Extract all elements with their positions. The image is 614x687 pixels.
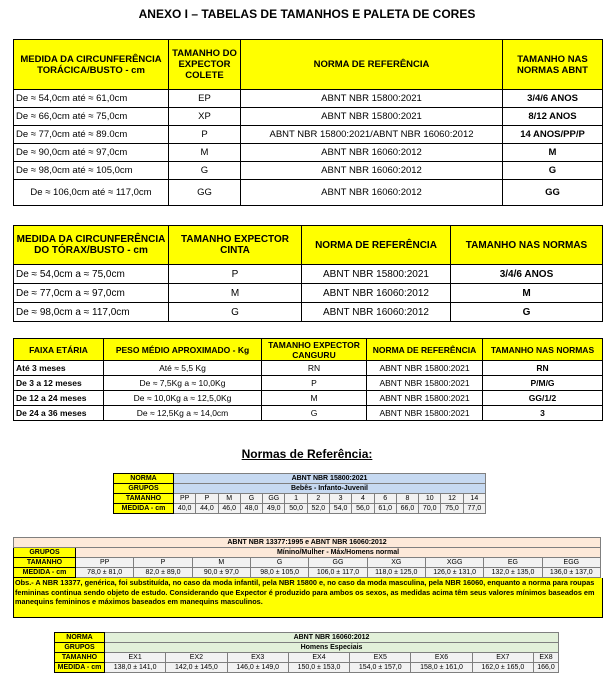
cell-norm: ABNT NBR 15800:2021 — [367, 376, 483, 391]
cell-weight: De ≈ 12,5Kg a ≈ 14,0cm — [104, 406, 262, 421]
cell-size: P — [262, 376, 367, 391]
ref-value-cell: 50,0 — [285, 504, 307, 514]
ref-size-cell: 12 — [441, 494, 463, 504]
ref-grupos-label: GRUPOS — [114, 484, 174, 494]
ref-tamanho-label: TAMANHO — [55, 653, 105, 663]
header-size: TAMANHO EXPECTOR CINTA — [169, 226, 302, 265]
cell-norm-size: 3 — [483, 406, 603, 421]
ref-medida-label: MEDIDA - cm — [14, 568, 76, 578]
ref-grupos-row — [55, 643, 559, 653]
ref-tamanho-label: TAMANHO — [114, 494, 174, 504]
ref-value-cell: 52,0 — [307, 504, 329, 514]
ref-value-cell: 66,0 — [396, 504, 418, 514]
ref-size-cell: EX7 — [472, 653, 533, 663]
cell-norm: ABNT NBR 15800:2021 — [367, 361, 483, 376]
ref-tamanho-row — [14, 558, 601, 568]
ref-medida-row — [55, 663, 559, 673]
ref-size-cell: P — [134, 558, 192, 568]
cell-size: EP — [169, 90, 241, 108]
cell-norm-size: 3/4/6 ANOS — [451, 265, 603, 284]
cell-norm-size: GG/1/2 — [483, 391, 603, 406]
cell-norm-size: M — [503, 144, 603, 162]
table-row — [14, 265, 603, 284]
ref-norma-label: NORMA — [55, 633, 105, 643]
table-row — [14, 162, 603, 180]
cell-size: P — [169, 126, 241, 144]
ref-size-cell: EX6 — [411, 653, 472, 663]
cell-weight: Até ≈ 5,5 Kg — [104, 361, 262, 376]
cell-measure: De ≈ 77,0cm até ≈ 89.0cm — [14, 126, 169, 144]
cell-norm: ABNT NBR 15800:2021 — [367, 406, 483, 421]
cell-size: M — [169, 144, 241, 162]
ref-tamanho-label: TAMANHO — [14, 558, 76, 568]
ref-size-cell: EG — [484, 558, 542, 568]
ref-grupos-value: Homens Especiais — [105, 643, 559, 653]
ref-norma-value: ABNT NBR 16060:2012 — [105, 633, 559, 643]
ref-medida-label: MEDIDA - cm — [55, 663, 105, 673]
cell-norm-size: GG — [503, 180, 603, 206]
ref-value-cell: 46,0 — [218, 504, 240, 514]
table-header-row — [14, 40, 603, 90]
cell-norm-size: G — [503, 162, 603, 180]
table-row — [14, 391, 603, 406]
ref-value-cell: 136,0 ± 137,0 — [542, 568, 600, 578]
header-norm: NORMA DE REFERÊNCIA — [302, 226, 451, 265]
cell-norm: ABNT NBR 16060:2012 — [241, 180, 503, 206]
ref-norma-row — [55, 633, 559, 643]
ref-value-cell: 70,0 — [419, 504, 441, 514]
table-row — [14, 144, 603, 162]
ref-size-cell: EX5 — [350, 653, 411, 663]
cinta-size-table — [13, 225, 603, 322]
ref-value-cell: 154,0 ± 157,0 — [350, 663, 411, 673]
ref-medida-row — [14, 568, 601, 578]
cell-norm: ABNT NBR 15800:2021/ABNT NBR 16060:2012 — [241, 126, 503, 144]
cell-age: De 3 a 12 meses — [14, 376, 104, 391]
cell-size: M — [169, 284, 302, 303]
reference-norms-heading: Normas de Referência: — [241, 447, 373, 461]
header-norm-size: TAMANHO NAS NORMAS ABNT — [503, 40, 603, 90]
header-norm-size: TAMANHO NAS NORMAS — [451, 226, 603, 265]
cell-size: M — [262, 391, 367, 406]
ref-size-cell: PP — [76, 558, 134, 568]
ref-size-cell: EGG — [542, 558, 600, 568]
ref-value-cell: 166,0 — [534, 663, 559, 673]
ref-grupos-label: GRUPOS — [55, 643, 105, 653]
cell-measure: De ≈ 54,0cm até ≈ 61,0cm — [14, 90, 169, 108]
ref-value-cell: 75,0 — [441, 504, 463, 514]
ref-medida-label: MEDIDA - cm — [114, 504, 174, 514]
ref-value-cell: 90,0 ± 97,0 — [192, 568, 250, 578]
ref-size-cell: 8 — [396, 494, 418, 504]
cell-weight: De ≈ 7,5Kg a ≈ 10,0Kg — [104, 376, 262, 391]
header-norm: NORMA DE REFERÊNCIA — [241, 40, 503, 90]
ref-medida-row — [114, 504, 486, 514]
ref-value-cell: 77,0 — [463, 504, 485, 514]
cell-norm-size: RN — [483, 361, 603, 376]
ref-value-cell: 146,0 ± 149,0 — [227, 663, 288, 673]
ref-size-cell: 10 — [419, 494, 441, 504]
ref-norma-row — [114, 474, 486, 484]
ref-value-cell: 162,0 ± 165,0 — [472, 663, 533, 673]
ref-size-cell: M — [218, 494, 240, 504]
ref-grupos-value: Bebês - Infanto-Juvenil — [174, 484, 486, 494]
cell-measure: De ≈ 98,0cm até ≈ 105,0cm — [14, 162, 169, 180]
ref-grupos-row — [114, 484, 486, 494]
ref-value-cell: 158,0 ± 161,0 — [411, 663, 472, 673]
cell-norm-size: P/M/G — [483, 376, 603, 391]
ref-grupos-row — [14, 548, 601, 558]
ref-value-cell: 118,0 ± 125,0 — [367, 568, 425, 578]
ref-size-cell: G — [240, 494, 262, 504]
ref-table-nbr15800 — [113, 473, 486, 514]
cell-measure: De ≈ 98,0cm a ≈ 117,0cm — [14, 303, 169, 322]
ref-value-cell: 142,0 ± 145,0 — [166, 663, 227, 673]
ref-value-cell: 40,0 — [174, 504, 196, 514]
ref-value-cell: 126,0 ± 131,0 — [425, 568, 483, 578]
cell-norm: ABNT NBR 15800:2021 — [241, 108, 503, 126]
ref-value-cell: 106,0 ± 117,0 — [309, 568, 367, 578]
ref-size-cell: GG — [263, 494, 285, 504]
header-size: TAMANHO EXPECTOR CANGURU — [262, 339, 367, 361]
cell-norm: ABNT NBR 15800:2021 — [241, 90, 503, 108]
ref-value-cell: 61,0 — [374, 504, 396, 514]
ref-tamanho-row — [114, 494, 486, 504]
table-row — [14, 180, 603, 206]
header-norm: NORMA DE REFERÊNCIA — [367, 339, 483, 361]
cell-size: G — [262, 406, 367, 421]
ref-grupos-label: GRUPOS — [14, 548, 76, 558]
cell-age: De 12 a 24 meses — [14, 391, 104, 406]
cell-size: GG — [169, 180, 241, 206]
cell-norm-size: 3/4/6 ANOS — [503, 90, 603, 108]
ref-norma-value: ABNT NBR 13377:1995 e ABNT NBR 16060:2012 — [14, 538, 601, 548]
cell-norm-size: G — [451, 303, 603, 322]
ref-size-cell: PP — [174, 494, 196, 504]
ref-size-cell: 3 — [329, 494, 351, 504]
ref-size-cell: EX2 — [166, 653, 227, 663]
ref-size-cell: XG — [367, 558, 425, 568]
ref-size-cell: GG — [309, 558, 367, 568]
table-header-row — [14, 226, 603, 265]
ref-value-cell: 138,0 ± 141,0 — [105, 663, 166, 673]
header-weight: PESO MÉDIO APROXIMADO - Kg — [104, 339, 262, 361]
ref-size-cell: 6 — [374, 494, 396, 504]
ref-norma-value: ABNT NBR 15800:2021 — [174, 474, 486, 484]
ref-value-cell: 49,0 — [263, 504, 285, 514]
ref-value-cell: 132,0 ± 135,0 — [484, 568, 542, 578]
cell-size: XP — [169, 108, 241, 126]
cell-measure: De ≈ 106,0cm até ≈ 117,0cm — [14, 180, 169, 206]
header-norm-size: TAMANHO NAS NORMAS — [483, 339, 603, 361]
table-row — [14, 303, 603, 322]
ref-table-nbr13377 — [13, 537, 601, 578]
table-row — [14, 376, 603, 391]
ref-size-cell: XGG — [425, 558, 483, 568]
cell-measure: De ≈ 66,0cm até ≈ 75,0cm — [14, 108, 169, 126]
cell-norm-size: M — [451, 284, 603, 303]
ref-size-cell: EX3 — [227, 653, 288, 663]
table-header-row — [14, 339, 603, 361]
cell-norm-size: 14 ANOS/PP/P — [503, 126, 603, 144]
table-row — [14, 126, 603, 144]
table-row — [14, 361, 603, 376]
ref-value-cell: 78,0 ± 81,0 — [76, 568, 134, 578]
cell-size: G — [169, 303, 302, 322]
cell-norm: ABNT NBR 16060:2012 — [241, 144, 503, 162]
header-measure: MEDIDA DA CIRCUNFERÊNCIA TORÁCICA/BUSTO - cm — [14, 40, 169, 90]
table-row — [14, 406, 603, 421]
header-age: FAIXA ETÁRIA — [14, 339, 104, 361]
ref-value-cell: 98,0 ± 105,0 — [250, 568, 308, 578]
cell-norm: ABNT NBR 15800:2021 — [367, 391, 483, 406]
ref-size-cell: 14 — [463, 494, 485, 504]
table-row — [14, 284, 603, 303]
ref-value-cell: 54,0 — [329, 504, 351, 514]
ref-size-cell: M — [192, 558, 250, 568]
ref-size-cell: 2 — [307, 494, 329, 504]
ref-value-cell: 150,0 ± 153,0 — [288, 663, 349, 673]
cell-age: Até 3 meses — [14, 361, 104, 376]
cell-norm-size: 8/12 ANOS — [503, 108, 603, 126]
colete-size-table — [13, 39, 603, 206]
ref-value-cell: 82,0 ± 89,0 — [134, 568, 192, 578]
cell-norm: ABNT NBR 15800:2021 — [302, 265, 451, 284]
table-row — [14, 108, 603, 126]
cell-measure: De ≈ 77,0cm a ≈ 97,0cm — [14, 284, 169, 303]
cell-measure: De ≈ 90,0cm até ≈ 97,0cm — [14, 144, 169, 162]
ref-size-cell: 1 — [285, 494, 307, 504]
ref-norma-label: NORMA — [114, 474, 174, 484]
ref-size-cell: EX4 — [288, 653, 349, 663]
canguru-size-table — [13, 338, 603, 421]
ref-size-cell: EX1 — [105, 653, 166, 663]
ref-grupos-value: Mínino/Mulher - Máx/Homens normal — [76, 548, 601, 558]
ref-size-cell: 4 — [352, 494, 374, 504]
cell-measure: De ≈ 54,0cm a ≈ 75,0cm — [14, 265, 169, 284]
ref-norma-row — [14, 538, 601, 548]
ref-value-cell: 44,0 — [196, 504, 218, 514]
ref-tamanho-row — [55, 653, 559, 663]
ref-value-cell: 48,0 — [240, 504, 262, 514]
observation-note: Obs.- A NBR 13377, genérica, foi substituída, no caso da moda infantil, pela NBR 15800 e, no caso da moda masculina, pela NBR 16060, enquanto a norma para roupas femininas continua sendo objeto de estudo. Considerando que Expector é produzido para ambos os sexos, as medidas acima têm seus valores mínimos baseados em manequins femininos e máximos baseados em manequins masculinos. — [13, 578, 603, 618]
header-measure: MEDIDA DA CIRCUNFERÊNCIA DO TÓRAX/BUSTO - cm — [14, 226, 169, 265]
cell-norm: ABNT NBR 16060:2012 — [241, 162, 503, 180]
ref-size-cell: EX8 — [534, 653, 559, 663]
ref-value-cell: 56,0 — [352, 504, 374, 514]
header-size: TAMANHO DO EXPECTOR COLETE — [169, 40, 241, 90]
cell-size: P — [169, 265, 302, 284]
ref-size-cell: G — [250, 558, 308, 568]
cell-age: De 24 a 36 meses — [14, 406, 104, 421]
table-row — [14, 90, 603, 108]
cell-norm: ABNT NBR 16060:2012 — [302, 284, 451, 303]
cell-size: RN — [262, 361, 367, 376]
ref-size-cell: P — [196, 494, 218, 504]
page-title: ANEXO I – TABELAS DE TAMANHOS E PALETA DE CORES — [138, 7, 476, 21]
ref-table-nbr16060 — [54, 632, 559, 673]
cell-weight: De ≈ 10,0Kg a ≈ 12,5,0Kg — [104, 391, 262, 406]
cell-norm: ABNT NBR 16060:2012 — [302, 303, 451, 322]
cell-size: G — [169, 162, 241, 180]
